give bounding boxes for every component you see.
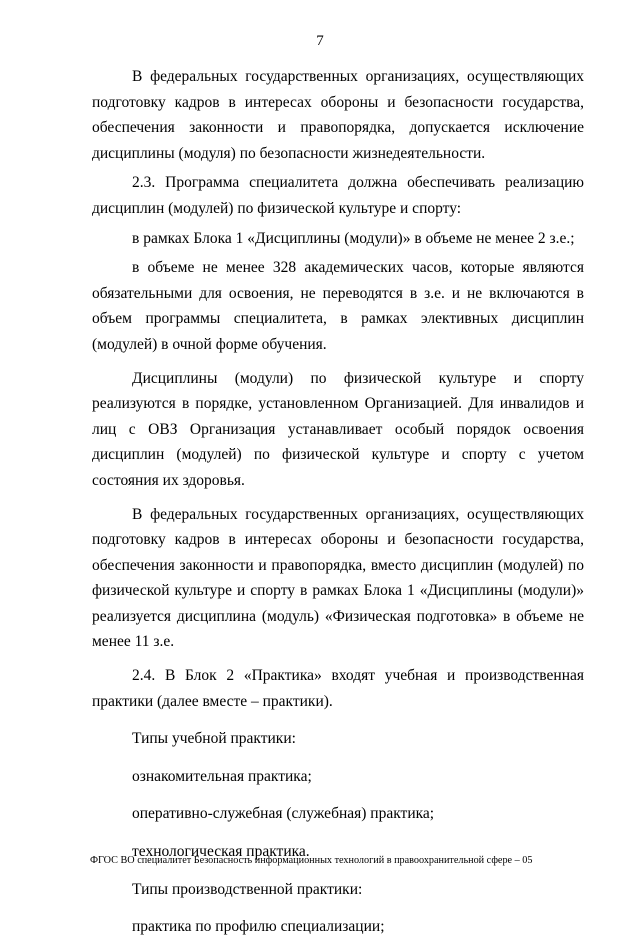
paragraph-implementation-order: Дисциплины (модули) по физической культуре и спорту реализуются в порядке, установленном Организацией. Для инвалидов и лиц с ОВЗ Организация устанавливает особый порядок освоения дисциплин (модулей) по физической культуре и спорту с учетом состояния их здоровья. (92, 369, 584, 489)
list-item-specialization-profile: практика по профилю специализации; (132, 918, 385, 936)
paragraph-security-exemption: В федеральных государственных организациях, осуществляющих подготовку кадров в интересах обороны и безопасности государства, обеспечения законности и правопорядка, допускается исключение дисциплины (модуля) по безопасности жизнедеятельности. (92, 68, 584, 162)
list-item-production-practice-types: Типы производственной практики: (132, 880, 363, 898)
document-body (92, 64, 584, 940)
page-number: 7 (316, 33, 324, 49)
list-item-operational-service: оперативно-служебная (служебная) практика; (132, 805, 435, 823)
paragraph-academic-hours: в объеме не менее 328 академических часов, которые являются обязательными для освоения, не переводятся в з.е. и не включаются в объем программы специалитета, в рамках элективных дисциплин (модулей) в очной форме обучения. (92, 259, 584, 353)
paragraph-2-4-practice: 2.4. В Блок 2 «Практика» входят учебная и производственная практики (далее вместе – практики). (92, 667, 584, 710)
paragraph-block1-volume: в рамках Блока 1 «Дисциплины (модули)» в объеме не менее 2 з.е.; (132, 229, 575, 247)
list-item-technological: технологическая практика. (132, 843, 310, 861)
paragraph-2-3-intro: 2.3. Программа специалитета должна обеспечивать реализацию дисциплин (модулей) по физической культуре и спорту: (92, 174, 584, 217)
list-item-familiarization: ознакомительная практика; (132, 767, 312, 785)
paragraph-physical-training: В федеральных государственных организациях, осуществляющих подготовку кадров в интересах обороны и безопасности государства, обеспечения законности и правопорядка, вместо дисциплин (модулей) по физической культуре и спорту в рамках Блока 1 «Дисциплины (модули)» реализуется дисциплина (модуль) «Физическая подготовка» в объеме не менее 11 з.е. (92, 505, 584, 651)
list-item-educational-practice-types: Типы учебной практики: (132, 730, 296, 748)
document-footer: ФГОС ВО специалитет Безопасность информационных технологий в правоохранительной сфере – 05 (90, 855, 533, 866)
